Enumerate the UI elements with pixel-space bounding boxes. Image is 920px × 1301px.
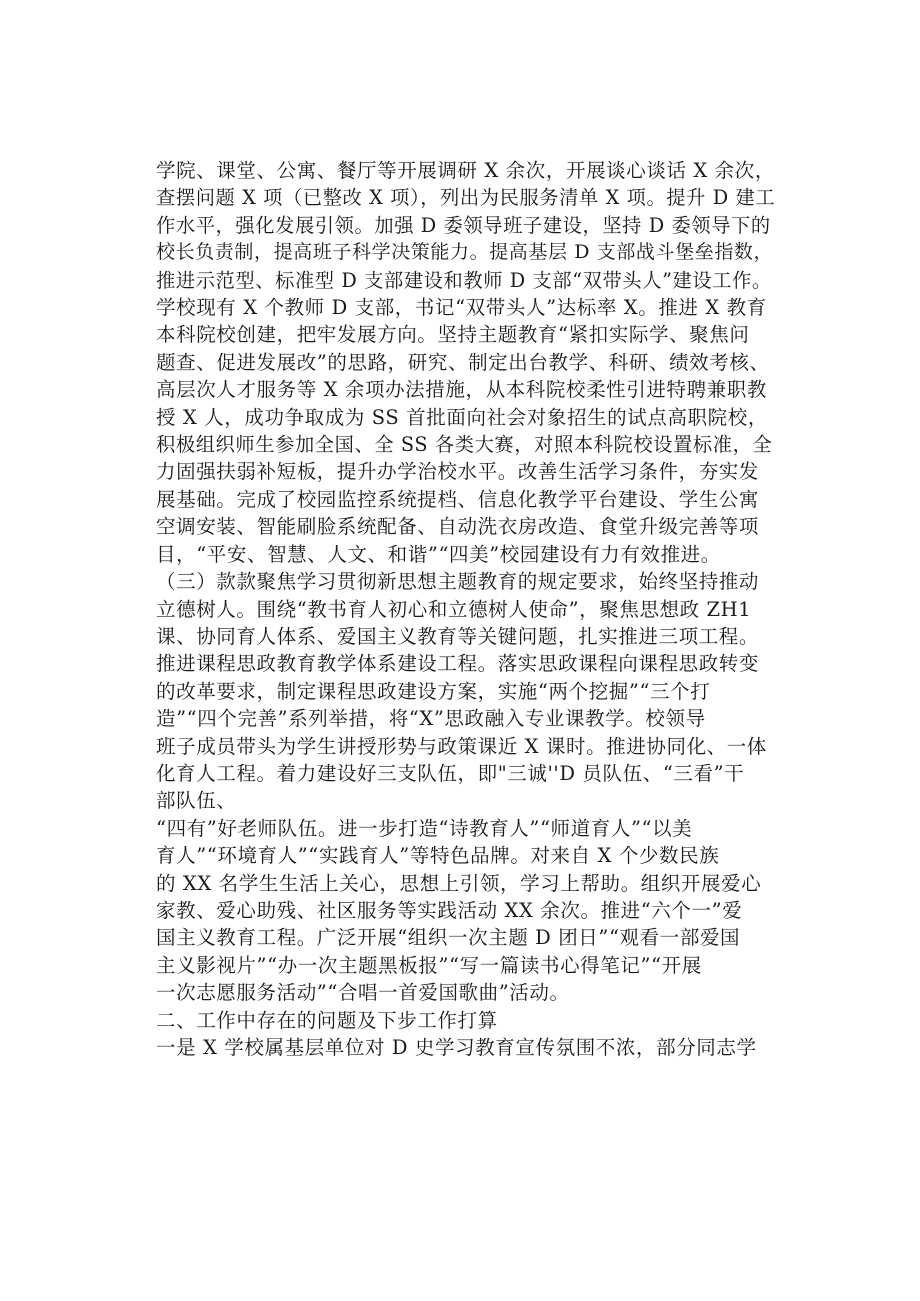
- document-body: [156, 157, 776, 1061]
- text-line: 推进示范型、标准型 D 支部建设和教师 D 支部“双带头人”建设工作。: [156, 268, 772, 292]
- text-line: 力固强扶弱补短板，提升办学治校水平。改善生活学习条件，夯实发: [156, 460, 760, 484]
- text-line: 作水平，强化发展引领。加强 D 委领导班子建设，坚持 D 委领导下的: [156, 213, 771, 237]
- text-line: 学院、课堂、公寓、餐厅等开展调研 X 余次，开展谈心谈话 X 余次，: [156, 159, 775, 182]
- text-line: 空调安装、智能刷脸系统配备、自动洗衣房改造、食堂升级完善等项: [156, 515, 760, 539]
- text-line: 的改革要求，制定课程思政建设方案，实施“两个挖掘”“三个打: [156, 679, 711, 703]
- text-line: 部队伍、: [156, 789, 237, 813]
- text-line: 积极组织师生参加全国、全 SS 各类大赛，对照本科院校设置标准，全: [156, 433, 773, 457]
- text-line: 课、协同育人体系、爱国主义教育等关键问题，扎实推进三项工程。: [156, 624, 760, 648]
- text-line: 本科院校创建，把牢发展方向。坚持主题教育“紧扣实际学、聚焦问: [156, 323, 750, 347]
- text-line: 家教、爱心助残、社区服务等实践活动 XX 余次。推进“六个一”爱: [156, 898, 743, 922]
- text-line: 的 XX 名学生生活上关心，思想上引领，学习上帮助。组织开展爱心: [156, 871, 762, 895]
- section-heading-3: （三）款款聚焦学习贯彻新思想主题教育的规定要求，始终坚持推动: [156, 570, 760, 594]
- text-line: 育人”“环境育人”“实践育人”等特色品牌。对来自 X 个少数民族: [156, 844, 720, 868]
- text-line: 题查、促进发展改”的思路，研究、制定出台教学、科研、绩效考核、: [156, 350, 770, 374]
- text-line: 授 X 人，成功争取成为 SS 首批面向社会对象招生的试点高职院校，: [156, 405, 768, 429]
- text-line: 班子成员带头为学生讲授形势与政策课近 X 课时。推进协同化、一体: [156, 734, 767, 758]
- text-line: 学校现有 X 个教师 D 支部，书记“双带头人”达标率 X。推进 X 教育: [156, 296, 767, 320]
- text-line: 化育人工程。着力建设好三支队伍，即"三诚''D 员队伍、“三看”干: [156, 761, 745, 785]
- text-line: 查摆问题 X 项（已整改 X 项），列出为民服务清单 X 项。提升 D 建工: [156, 186, 776, 210]
- text-line: “四有”好老师队伍。进一步打造“诗教育人”“师道育人”“以美: [156, 816, 693, 840]
- text-line: 高层次人才服务等 X 余项办法措施，从本科院校柔性引进特聘兼职教: [156, 378, 767, 402]
- text-line: 立德树人。围绕“教书育人初心和立德树人使命”，聚焦思想政 ZH1: [156, 597, 752, 621]
- text-line: 目，“平安、智慧、人文、和谐”“四美”校园建设有力有效推进。: [156, 542, 721, 566]
- text-line: 展基础。完成了校园监控系统提档、信息化教学平台建设、学生公寓: [156, 487, 760, 511]
- text-line: 造”“四个完善”系列举措，将“X”思政融入专业课教学。校领导: [156, 707, 706, 731]
- text-line: 一是 X 学校属基层单位对 D 史学习教育宣传氛围不浓，部分同志学: [156, 1036, 757, 1059]
- text-line: 一次志愿服务活动”“合唱一首爱国歌曲”活动。: [156, 981, 570, 1005]
- section-heading-2: 二、工作中存在的问题及下步工作打算: [156, 1008, 498, 1032]
- text-line: 国主义教育工程。广泛开展“组织一次主题 D 团日”“观看一部爱国: [156, 926, 741, 950]
- text-line: 主义影视片”“办一次主题黑板报”“写一篇读书心得笔记”“开展: [156, 953, 702, 977]
- text-line: 校长负责制，提高班子科学决策能力。提高基层 D 支部战斗堡垒指数，: [156, 241, 774, 264]
- text-line: 推进课程思政教育教学体系建设工程。落实思政课程向课程思政转变: [156, 652, 760, 676]
